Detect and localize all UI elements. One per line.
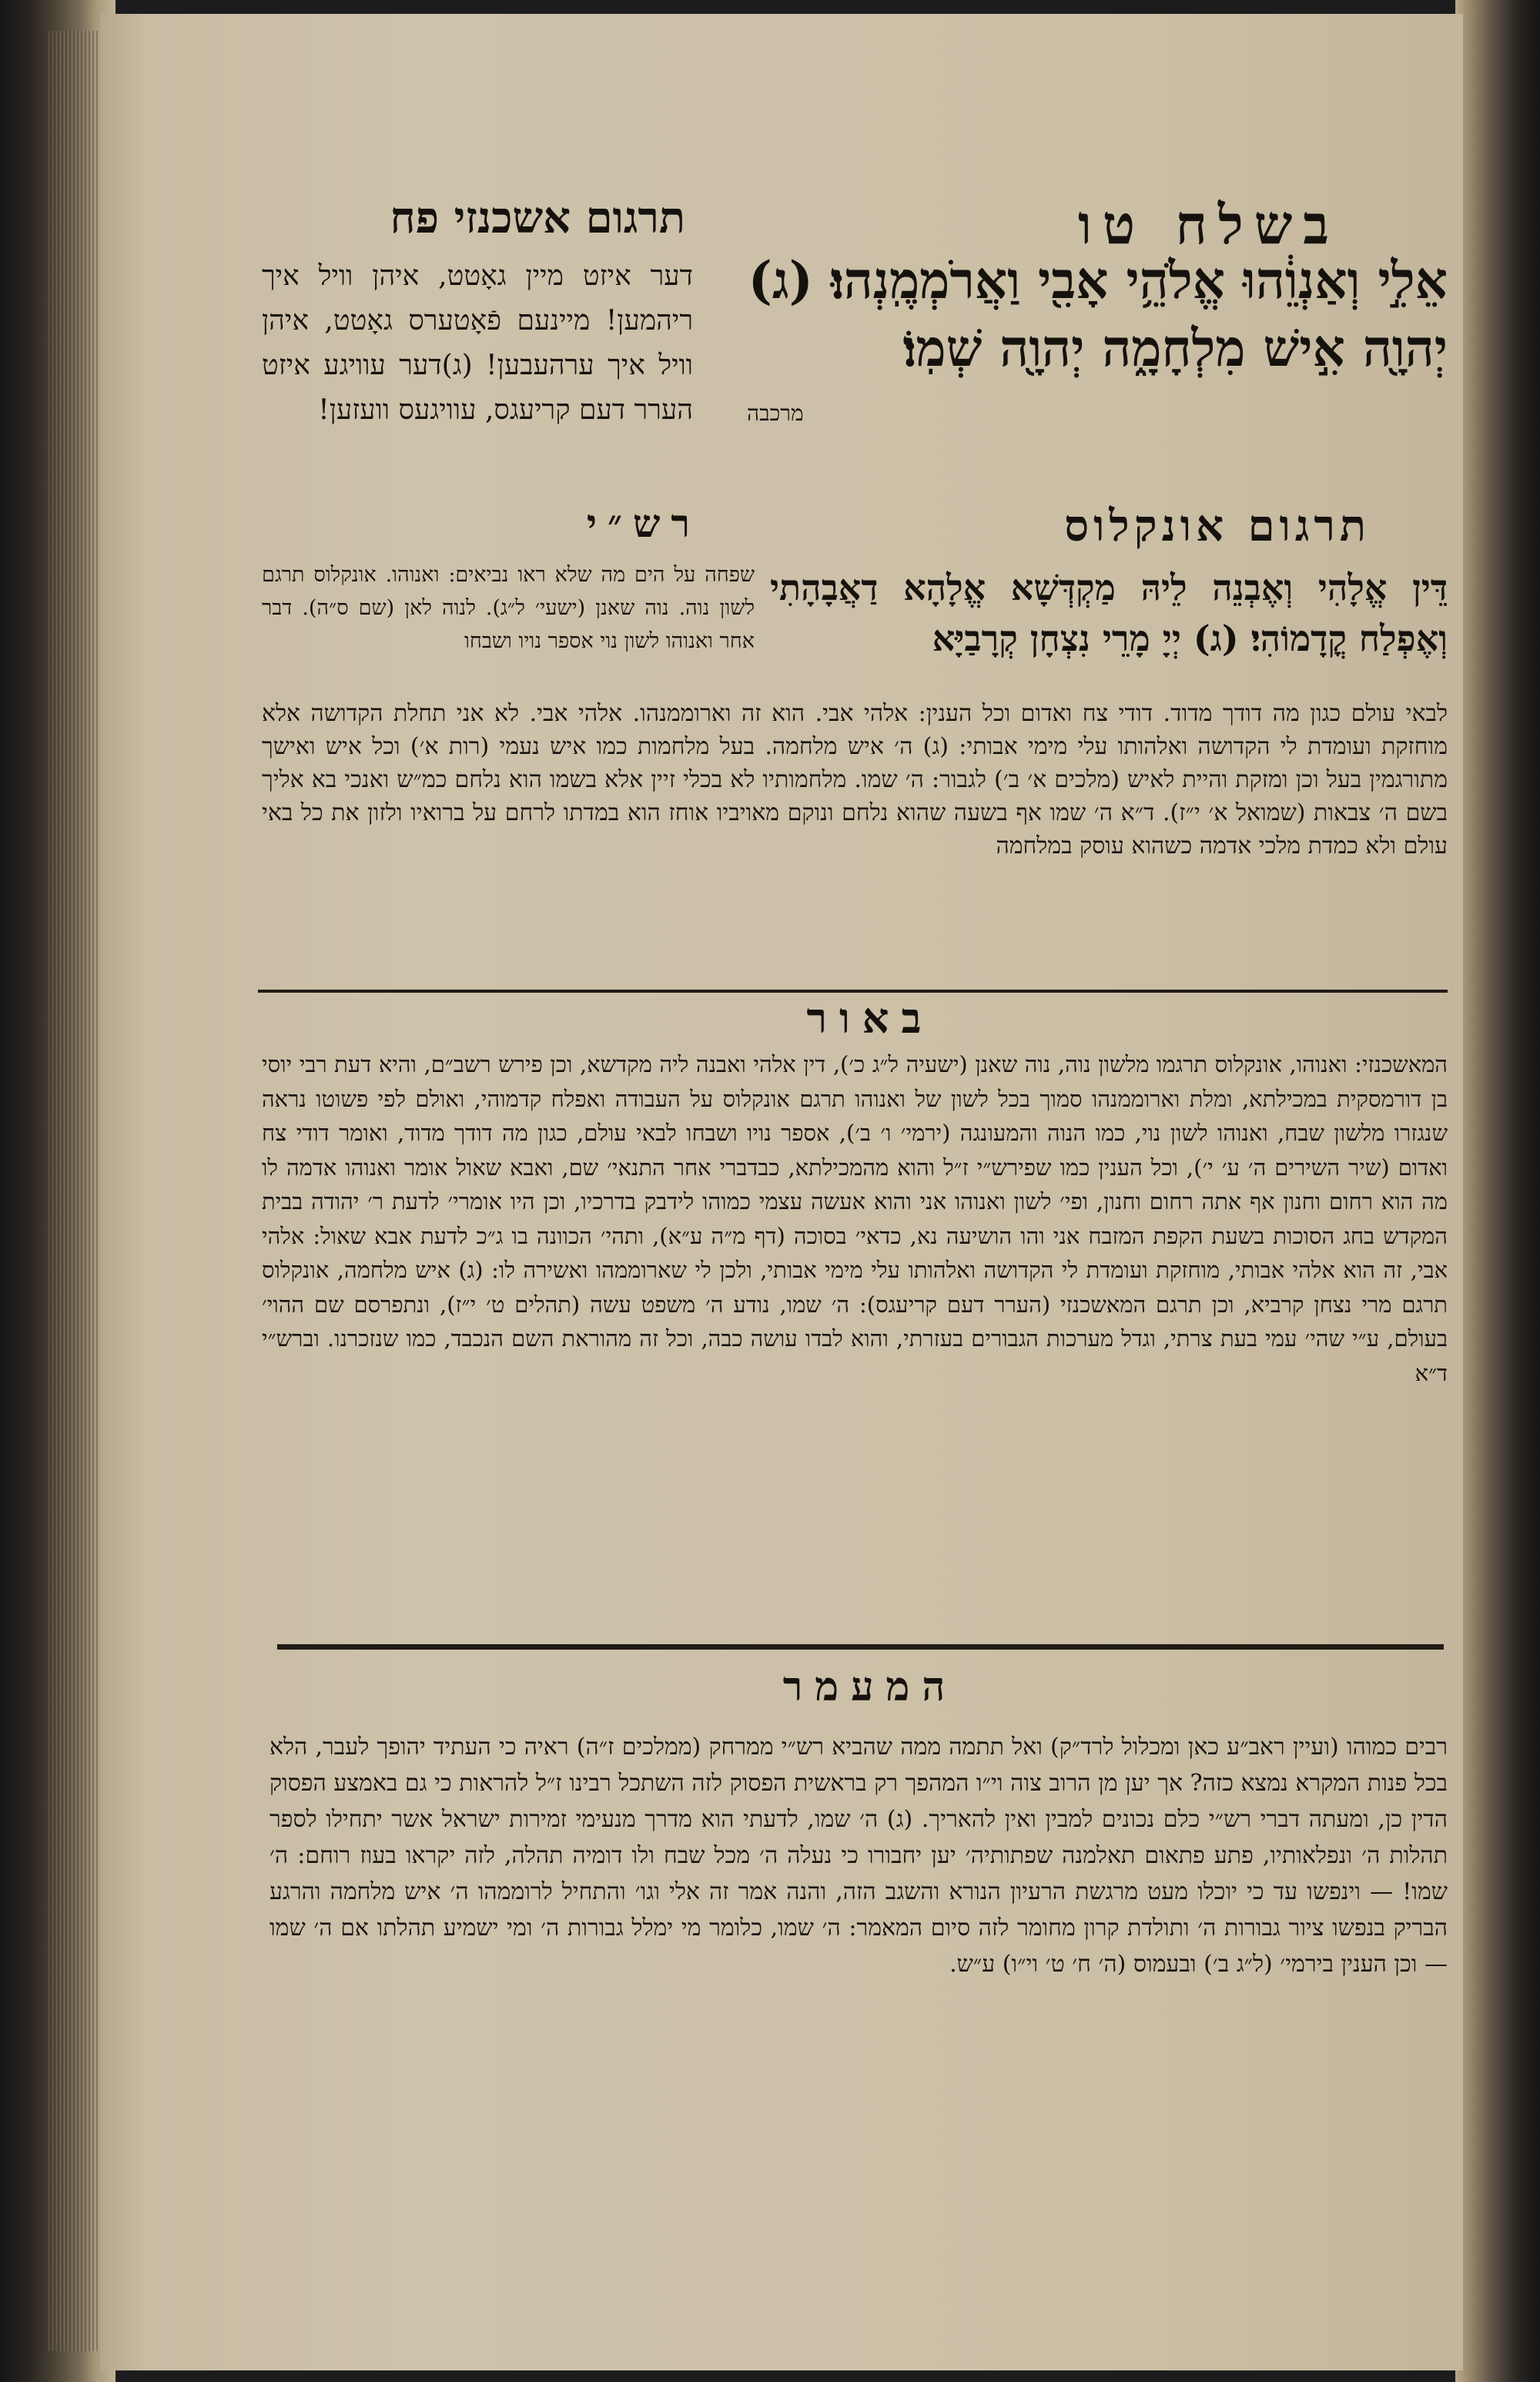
- yiddish-translation-text: דער איזט מיין גאָטט, איהן וויל איך ריהמען! מיינעם פֿאָטערס גאָטט, איהן וויל איך ערהעבען! (ג)דער עוויגע איזט הערר דעם קריעגס, עוויגעס וועזען!: [262, 260, 693, 426]
- section-divider-rule-thick: [277, 1644, 1444, 1650]
- biur-title: באור: [806, 993, 934, 1043]
- rashi-fullwidth-text: לבאי עולם כגון מה דודך מדוד. דודי צח ואדום וכל הענין: אלהי אבי. הוא זה וארוממנהו. אלהי אבי. לא אני תחלת הקדושה אלא מוחזקת ועומדת לי הקדושה ואלהותו עלי מימי אבותי: (ג) ה׳ איש מלחמה. בעל מלחמות כמו איש נעמי (רות א׳) וכל איש ואישך מתורגמין בעל וכן ומזקת והיית לאיש (מלכים א׳ ב׳) לגבור: ה׳ שמו. מלחמותיו לא בכלי זיין אלא בשמו הוא נלחם כמ״ש ואנכי בא אליך בשם ה׳ צבאות (שמואל א׳ י״ז). ד״א ה׳ שמו אף בשעה שהוא נלחם ונוקם מאויביו אוחז הוא במדתו לרחם על ברואיו ולזון את כל באי עולם ולא כמדת מלכי אדמה כשהוא עוסק במלחמה: [262, 700, 1448, 859]
- onkelos-title: תרגום אונקלוס: [1064, 501, 1371, 551]
- biur-text: המאשכנזי: ואנוהו, אונקלוס תרגמו מלשון נוה, נוה שאנן (ישעיה ל״ג כ׳), דין אלהי ואבנה ליה מקדשא, וכן פירש רשב״ם, והיא דעת רבי יוסי בן דורמסקית במכילתא, ומלת וארוממנהו סמוך בכל לשון של ואנוהו תרגם אונקלוס על העבודה ואפלח קדמוהי, ואולם לפי פשוטו נראה שנגזרו מלשון שבח, ואנוהו לשון נוי, כמו הנוה והמעונגה (ירמי׳ ו׳ ב׳), אספר נויו ושבחו לבאי עולם, כגון מה דודך מדוד, ואומר דודי צח ואדום (שיר השירים ה׳ ע׳ י׳), וכל הענין כמו שפירש״י ז״ל והוא מהמכילתא, כבדברי אחר התנאי׳ שם, ואבא שאול אומר ואנוהו אדמה לו מה הוא רחום וחנון אף אתה רחום וחנון, ופי׳ לשון ואנוהו אני והוא אעשה עצמי כמוהו לידבק בדרכיו, וכן היו אומרי׳ לדעת ר׳ יהודה בבית המקדש בחג הסוכות בשעת הקפת המזבח אני והו הושיעה נא, כדאי׳ בסוכה (דף מ״ה ע״א), ותהי׳ הכוונה בו ג״כ לדעת אבא שאול: אלהי אבי, זה הוא אלהי אבותי, מוחזקת ועומדת לי הקדושה ואלהותו עלי מימי אבותי, ולכן לי שארוממהו ואשירה לו: (ג) איש מלחמה, אונקלוס תרגם מרי נצחן קרביא, וכן תרגם המאשכנזי (הערר דעם קריעגס): ה׳ שמו, נודע ה׳ משפט עשה (תהלים ט׳ י״ז), ונתפרסם שם ההוי׳ בעולם, ע״י שהי׳ עמי בעת צרתי, וגדל מערכות הגבורים בעזרתי, והוא לבדו עושה כבה, וכל זה מהוראת השם הנכבד, כמו שנזכרנו. וברש״י ד״א: [262, 1051, 1448, 1386]
- torah-verse-text: אֵלִ֣י וְאַנְוֵ֔הוּ אֱלֹהֵ֥י אָבִ֖י וַאֲרֹמְמֶֽנְהוּ׃ (ג) יְהוָ֖ה אִ֣ישׁ מִלְחָמָ֑ה יְהוָ֖ה שְׁמֽוֹ׃: [748, 250, 1448, 378]
- running-header-parsha: בשלח טו: [1077, 193, 1340, 256]
- section-divider-rule: [258, 990, 1448, 993]
- book-right-edge: [1455, 0, 1540, 2382]
- merkavah-label: מרכבה: [747, 400, 804, 426]
- maamar-text: רבים כמוהו (ועיין ראב״ע כאן ומכלול לרד״ק) ואל תתמה ממה שהביא רש״י ממרחק (ממלכים ז״ה) ראיה כי העתיד יהופך לעבר, הלא בכל פנות המקרא נמצא כזה? אך יען מן הרוב צוה וי״ו המהפך רק בראשית הפסוק לזה השתכל רבינו ז״ל להראות כי גם באמצע הפסוק הדין כן, ומעתה דברי רש״י כלם נכונים למבין ואין להאריך. (ג) ה׳ שמו, לדעתי הוא מדרך מנעימי זמירות ישראל אשר יתחילו לספר תהלות ה׳ ונפלאותיו, פתע פתאום תאלמנה שפתותיה׳ יען יחבורו כי נעלה ה׳ מכל שבח ולו דומיה תהלה, לזה יקראו בעוז רוחם: ה׳ שמו! — וינפשו עד כי יוכלו מעט מרגשת הרעיון הנורא והשגב הזה, והנה אמר זה אלי וגו׳ והתחיל לרוממהו ה׳ איש מלחמה והרגע הבריק בנפשו ציור גבורות ה׳ ותולדת קרון מחומר לזה סיום המאמר: ה׳ שמו, כלומר מי ימלל גבורות ה׳ ומי ישמיע תהלתו אם ה׳ שמו — וכן הענין בירמי׳ (ל״ג ב׳) ובעמוס (ה׳ ח׳ ט׳ וי״ו) ע״ש.: [270, 1734, 1448, 1978]
- rashi-column-text: שפחה על הים מה שלא ראו נביאים: ואנוהו. אונקלוס תרגם לשון נוה. נוה שאנן (ישעי׳ ל״ג). לנוה לאן (שם ס״ה). דבר אחר ואנוהו לשון נוי אספר נויו ושבחו: [262, 563, 755, 653]
- onkelos-text: דֵּין אֱלָהִי וְאֶבְנֵה לֵיהּ מַקְדְּשָׁא אֱלָהָא דַאֲבָהָתִי וְאֶפְלַח קֳדָמוֹהִי׃ (ג) יְיָ מָרֵי נִצְחָן קְרָבַיָּא: [770, 567, 1448, 659]
- maamar-title: המעמר: [782, 1663, 958, 1710]
- page-stack-edge: [46, 31, 100, 2351]
- rashi-title: רש״י: [586, 501, 701, 546]
- running-header-translation-title: תרגום אשכנזי פח: [390, 193, 685, 243]
